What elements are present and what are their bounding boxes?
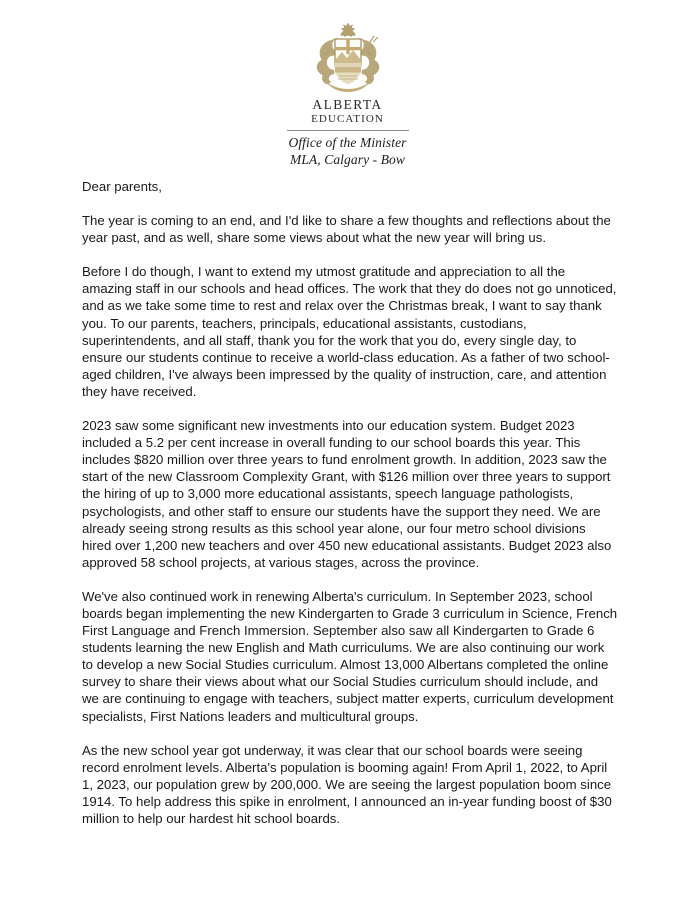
letterhead-divider (287, 130, 409, 131)
department-name: EDUCATION (311, 112, 384, 125)
letter-paragraph: The year is coming to an end, and I'd like to share a few thoughts and reflections about the year past, and as well, share some views about what the new year will bring us. (82, 213, 611, 246)
organization-name: ALBERTA (312, 97, 383, 112)
letterhead (0, 0, 695, 169)
letter-body (82, 178, 618, 827)
alberta-coat-of-arms-icon (302, 20, 394, 94)
letter-paragraph: As the new school year got underway, it was clear that our school boards were seeing record enrolment levels. Alberta's population is booming again! From April 1, 2022, to April 1, 2023, our population grew by 200,000. We are seeing the largest population boom since 1914. To help address this spike in enrolment, I announced an in-year funding boost of $30 million to help our hardest hit school boards. (82, 742, 612, 826)
salutation: Dear parents, (82, 179, 162, 194)
office-riding: MLA, Calgary - Bow (289, 152, 406, 168)
letter-paragraph: Before I do though, I want to extend my utmost gratitude and appreciation to all the amazing staff in our schools and head offices. The work that they do does not go unnoticed, and as we take some time to rest and relax over the Christmas break, I want to say thank you. To our parents, teachers, principals, educational assistants, custodians, superintendents, and all staff, thank you for the work that you do, every single day, to ensure our students continue to receive a world-class education. As a father of two school-aged children, I've always been impressed by the quality of instruction, care, and attention they have received. (82, 264, 617, 399)
office-title: Office of the Minister (288, 135, 407, 151)
letter-paragraph: We've also continued work in renewing Alberta's curriculum. In September 2023, school boards began implementing the new Kindergarten to Grade 3 curriculum in Science, French First Language and French Immersion. September also saw all Kindergarten to Grade 6 students learning the new English and Math curriculums. We are also continuing our work to develop a new Social Studies curriculum. Almost 13,000 Albertans completed the online survey to share their views about what our Social Studies curriculum should include, and we are continuing to engage with teachers, subject matter experts, curriculum development specialists, First Nations leaders and multicultural groups. (82, 588, 618, 724)
letter-paragraph: 2023 saw some significant new investments into our education system. Budget 2023 included a 5.2 per cent increase in overall funding to our school boards this year. This includes $820 million over three years to fund enrolment growth. In addition, 2023 saw the start of the new Classroom Complexity Grant, with $126 million over three years to support the hiring of up to 3,000 more educational assistants, speech language pathologists, psychologists, and other staff to ensure our students have the support they need. We are already seeing strong results as this school year alone, our four metro school divisions hired over 1,200 new teachers and over 450 new educational assistants. Budget 2023 also approved 58 school projects, at various stages, across the province. (82, 418, 612, 570)
